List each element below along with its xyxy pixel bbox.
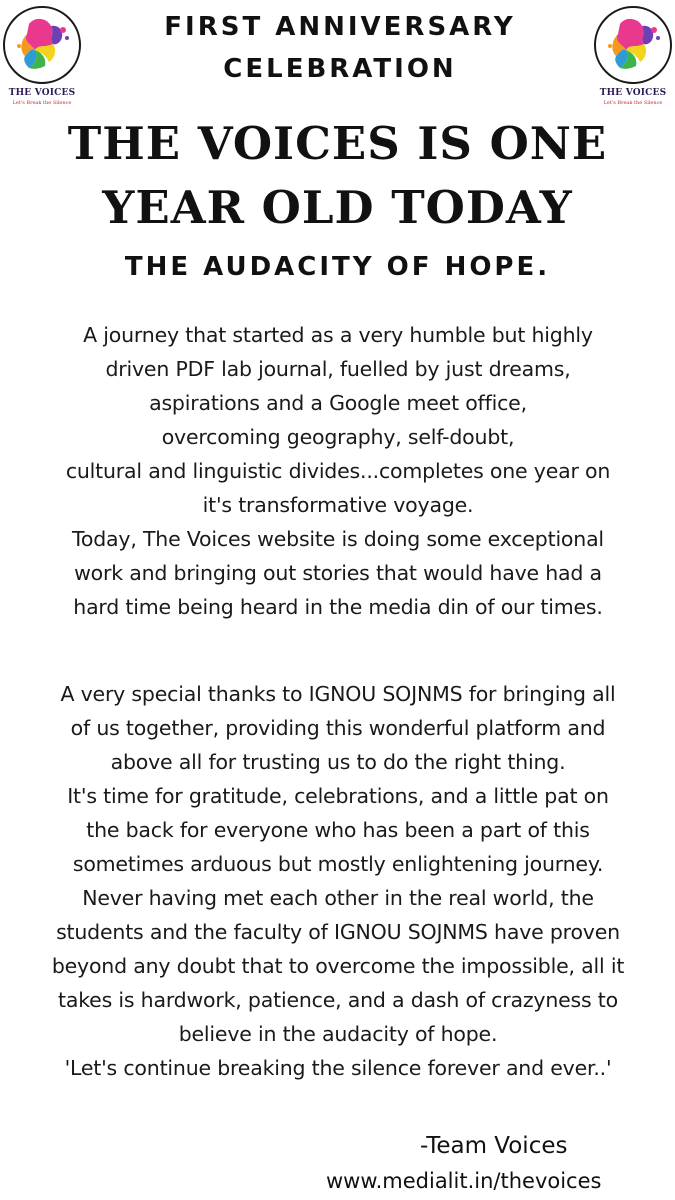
logo-right <box>594 6 672 106</box>
paragraph-line: Today, The Voices website is doing some exceptional <box>72 527 604 551</box>
headline-line-1: THE VOICES IS ONE <box>67 117 608 170</box>
kicker-line-1: FIRST ANNIVERSARY <box>164 12 516 42</box>
paragraph-line: of us together, providing this wonderful platform and <box>70 716 606 740</box>
logo-left <box>3 6 81 106</box>
subhead: THE AUDACITY OF HOPE. <box>124 252 551 282</box>
logo-tagline: Let's Break the Silence <box>12 100 72 106</box>
paragraph-line: cultural and linguistic divides...completes one year on <box>65 459 611 483</box>
logo-brand-name: THE VOICES <box>8 88 76 98</box>
kicker-line-2: CELEBRATION <box>223 54 457 84</box>
paragraph-line: A journey that started as a very humble but highly <box>83 323 593 347</box>
paragraph-line: Never having met each other in the real world, the <box>82 886 594 910</box>
body-paragraph-2 <box>8 677 668 1085</box>
logo-emblem-graphic <box>5 8 79 82</box>
paragraph-line: it's transformative voyage. <box>202 493 474 517</box>
headline-line-2: YEAR OLD TODAY <box>102 181 573 234</box>
paragraph-line: sometimes arduous but mostly enlightening journey. <box>72 852 604 876</box>
paragraph-line: work and bringing out stories that would have had a <box>74 561 602 585</box>
paragraph-line: It's time for gratitude, celebrations, and a little pat on <box>67 784 609 808</box>
paragraph-line: the back for everyone who has been a part of this <box>86 818 590 842</box>
paragraph-line: students and the faculty of IGNOU SOJNMS have proven <box>56 920 620 944</box>
paragraph-line: overcoming geography, self-doubt, <box>161 425 515 449</box>
paragraph-line: beyond any doubt that to overcome the impossible, all it <box>51 954 625 978</box>
body-paragraph-1 <box>8 318 668 624</box>
paragraph-line: driven PDF lab journal, fuelled by just dreams, <box>105 357 571 381</box>
paragraph-line: hard time being heard in the media din of our times. <box>73 595 603 619</box>
logo-emblem-graphic <box>596 8 670 82</box>
logo-brand-name: THE VOICES <box>599 88 667 98</box>
signoff: -Team Voices <box>420 1133 568 1159</box>
paragraph-line: above all for trusting us to do the right thing. <box>110 750 566 774</box>
logo-emblem <box>3 6 81 84</box>
website-url: www.medialit.in/thevoices <box>326 1169 602 1193</box>
logo-emblem <box>594 6 672 84</box>
paragraph-line: A very special thanks to IGNOU SOJNMS for bringing all <box>60 682 616 706</box>
paragraph-line: takes is hardwork, patience, and a dash of crazyness to <box>58 988 618 1012</box>
paragraph-line: 'Let's continue breaking the silence forever and ever..' <box>64 1056 612 1080</box>
logo-tagline: Let's Break the Silence <box>603 100 663 106</box>
paragraph-line: aspirations and a Google meet office, <box>149 391 527 415</box>
paragraph-line: believe in the audacity of hope. <box>178 1022 498 1046</box>
